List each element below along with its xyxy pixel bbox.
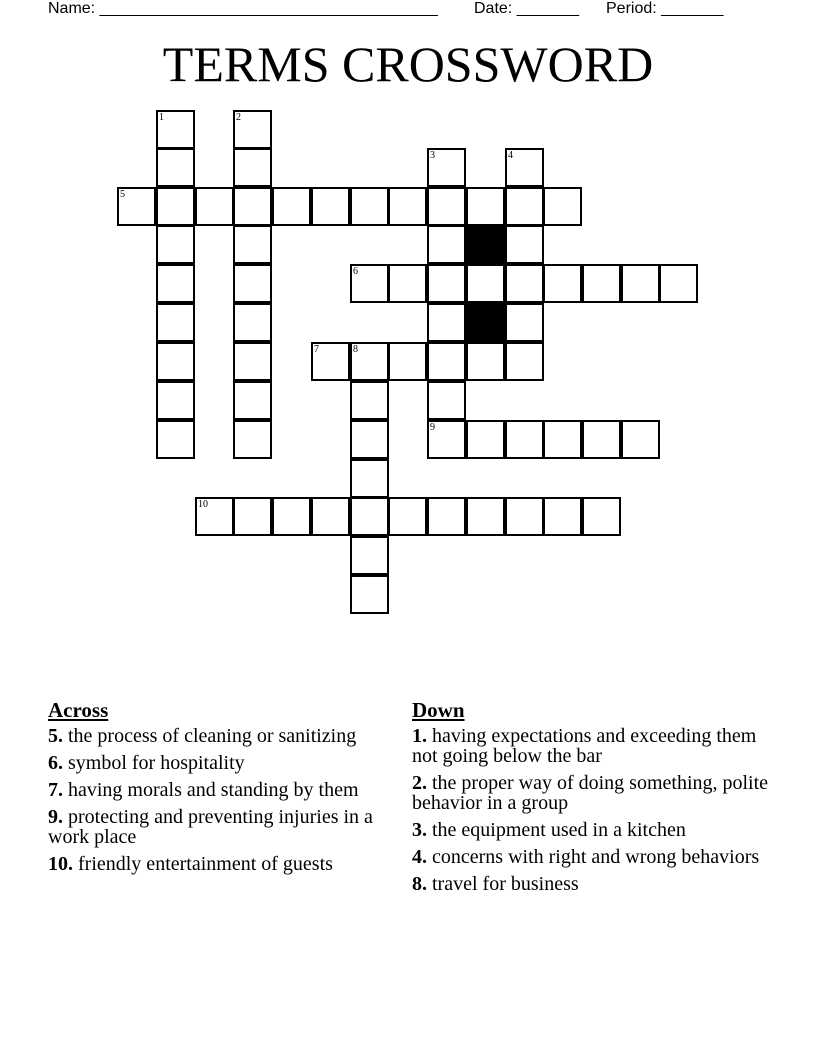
grid-cell[interactable]: [505, 187, 544, 226]
clue-text: the equipment used in a kitchen: [432, 819, 686, 841]
clue-text: the proper way of doing something, polite behavior in a group: [412, 772, 769, 814]
clue-text: protecting and preventing injuries in a work place: [48, 806, 373, 848]
clue-number: 5.: [48, 725, 63, 747]
period-field[interactable]: Period: _______: [606, 0, 724, 17]
clue-text: concerns with right and wrong behaviors: [432, 846, 760, 868]
grid-cell[interactable]: [388, 342, 427, 381]
grid-cell[interactable]: [311, 187, 350, 226]
grid-cell[interactable]: [233, 225, 272, 264]
grid-cell[interactable]: [543, 497, 582, 536]
clue-number: 8.: [412, 873, 427, 895]
grid-cell[interactable]: [427, 148, 466, 187]
grid-cell[interactable]: [117, 187, 156, 226]
clue-number: 4.: [412, 846, 427, 868]
grid-cell[interactable]: [582, 497, 621, 536]
grid-cell[interactable]: [233, 381, 272, 420]
grid-cell[interactable]: [466, 187, 505, 226]
grid-cell[interactable]: [272, 497, 311, 536]
grid-cell[interactable]: [505, 225, 544, 264]
grid-cell[interactable]: [350, 381, 389, 420]
grid-cell[interactable]: [543, 420, 582, 459]
grid-cell[interactable]: [272, 187, 311, 226]
grid-cell[interactable]: [621, 420, 660, 459]
clue-across-9: [48, 807, 393, 847]
grid-cell[interactable]: [505, 497, 544, 536]
grid-cell[interactable]: [350, 459, 389, 498]
grid-cell[interactable]: [233, 303, 272, 342]
clue-across-5: [48, 726, 393, 746]
grid-cell[interactable]: [233, 187, 272, 226]
blocked-cell: [466, 303, 505, 342]
clue-across-6: [48, 753, 393, 773]
grid-cell[interactable]: [156, 303, 195, 342]
clue-across-7: [48, 780, 393, 800]
grid-cell[interactable]: [350, 536, 389, 575]
grid-cell[interactable]: [195, 497, 234, 536]
grid-cell[interactable]: [505, 420, 544, 459]
grid-cell[interactable]: [388, 264, 427, 303]
clue-number: 4: [508, 150, 513, 161]
clue-number: 9: [430, 422, 435, 433]
grid-cell[interactable]: [156, 225, 195, 264]
page-title: TERMS CROSSWORD: [162, 36, 654, 92]
clue-down-2: [412, 773, 772, 813]
clue-number: 1: [159, 112, 164, 123]
grid-cell[interactable]: [621, 264, 660, 303]
grid-cell[interactable]: [156, 420, 195, 459]
grid-cell[interactable]: [505, 148, 544, 187]
clue-number: 1.: [412, 725, 427, 747]
down-clues: [412, 700, 772, 901]
down-heading: Down: [412, 698, 465, 722]
clue-down-4: [412, 847, 772, 867]
grid-cell[interactable]: [350, 497, 389, 536]
grid-cell[interactable]: [505, 342, 544, 381]
clue-down-1: [412, 726, 772, 766]
grid-cell[interactable]: [543, 187, 582, 226]
grid-cell[interactable]: [505, 303, 544, 342]
clue-number: 6.: [48, 752, 63, 774]
clue-number: 2.: [412, 772, 427, 794]
grid-cell[interactable]: [466, 264, 505, 303]
grid-cell[interactable]: [311, 342, 350, 381]
grid-cell[interactable]: [427, 497, 466, 536]
clue-number: 8: [353, 344, 358, 355]
clue-number: 3: [430, 150, 435, 161]
blocked-cell: [466, 225, 505, 264]
grid-cell[interactable]: [427, 342, 466, 381]
grid-cell[interactable]: [233, 420, 272, 459]
grid-cell[interactable]: [156, 264, 195, 303]
grid-cell[interactable]: [233, 110, 272, 149]
grid-cell[interactable]: [350, 187, 389, 226]
grid-cell[interactable]: [427, 187, 466, 226]
grid-cell[interactable]: [466, 497, 505, 536]
grid-cell[interactable]: [350, 420, 389, 459]
name-field[interactable]: Name: ______________________________________: [48, 0, 438, 17]
grid-cell[interactable]: [427, 264, 466, 303]
across-clues: [48, 700, 393, 881]
grid-cell[interactable]: [659, 264, 698, 303]
clue-down-3: [412, 820, 772, 840]
grid-cell[interactable]: [233, 342, 272, 381]
clue-across-10: [48, 854, 393, 874]
clue-text: friendly entertainment of guests: [78, 853, 333, 875]
clue-text: having expectations and exceeding them not going below the bar: [412, 725, 757, 767]
date-field[interactable]: Date: _______: [474, 0, 579, 17]
grid-cell[interactable]: [156, 381, 195, 420]
grid-cell[interactable]: [582, 420, 621, 459]
clue-number: 9.: [48, 806, 63, 828]
grid-cell[interactable]: [156, 148, 195, 187]
grid-cell[interactable]: [388, 187, 427, 226]
grid-cell[interactable]: [350, 575, 389, 614]
grid-cell[interactable]: [311, 497, 350, 536]
grid-cell[interactable]: [466, 420, 505, 459]
clue-number: 10.: [48, 853, 73, 875]
grid-cell[interactable]: [427, 225, 466, 264]
grid-cell[interactable]: [156, 187, 195, 226]
grid-cell[interactable]: [350, 264, 389, 303]
grid-cell[interactable]: [543, 264, 582, 303]
clue-text: travel for business: [432, 873, 579, 895]
grid-cell[interactable]: [350, 342, 389, 381]
grid-cell[interactable]: [156, 110, 195, 149]
grid-cell[interactable]: [388, 497, 427, 536]
clue-number: 7.: [48, 779, 63, 801]
clue-number: 10: [198, 499, 208, 510]
grid-cell[interactable]: [195, 187, 234, 226]
grid-cell[interactable]: [427, 303, 466, 342]
grid-cell[interactable]: [156, 342, 195, 381]
clue-text: symbol for hospitality: [68, 752, 245, 774]
across-heading: Across: [48, 698, 109, 722]
grid-cell[interactable]: [505, 264, 544, 303]
grid-cell[interactable]: [233, 264, 272, 303]
clue-down-8: [412, 874, 772, 894]
clue-number: 3.: [412, 819, 427, 841]
clue-number: 5: [120, 189, 125, 200]
clue-text: the process of cleaning or sanitizing: [68, 725, 357, 747]
grid-cell[interactable]: [427, 381, 466, 420]
grid-cell[interactable]: [466, 342, 505, 381]
grid-cell[interactable]: [233, 497, 272, 536]
grid-cell[interactable]: [233, 148, 272, 187]
grid-cell[interactable]: [582, 264, 621, 303]
clue-number: 6: [353, 266, 358, 277]
clue-number: 2: [236, 112, 241, 123]
clue-number: 7: [314, 344, 319, 355]
clue-text: having morals and standing by them: [68, 779, 359, 801]
grid-cell[interactable]: [427, 420, 466, 459]
